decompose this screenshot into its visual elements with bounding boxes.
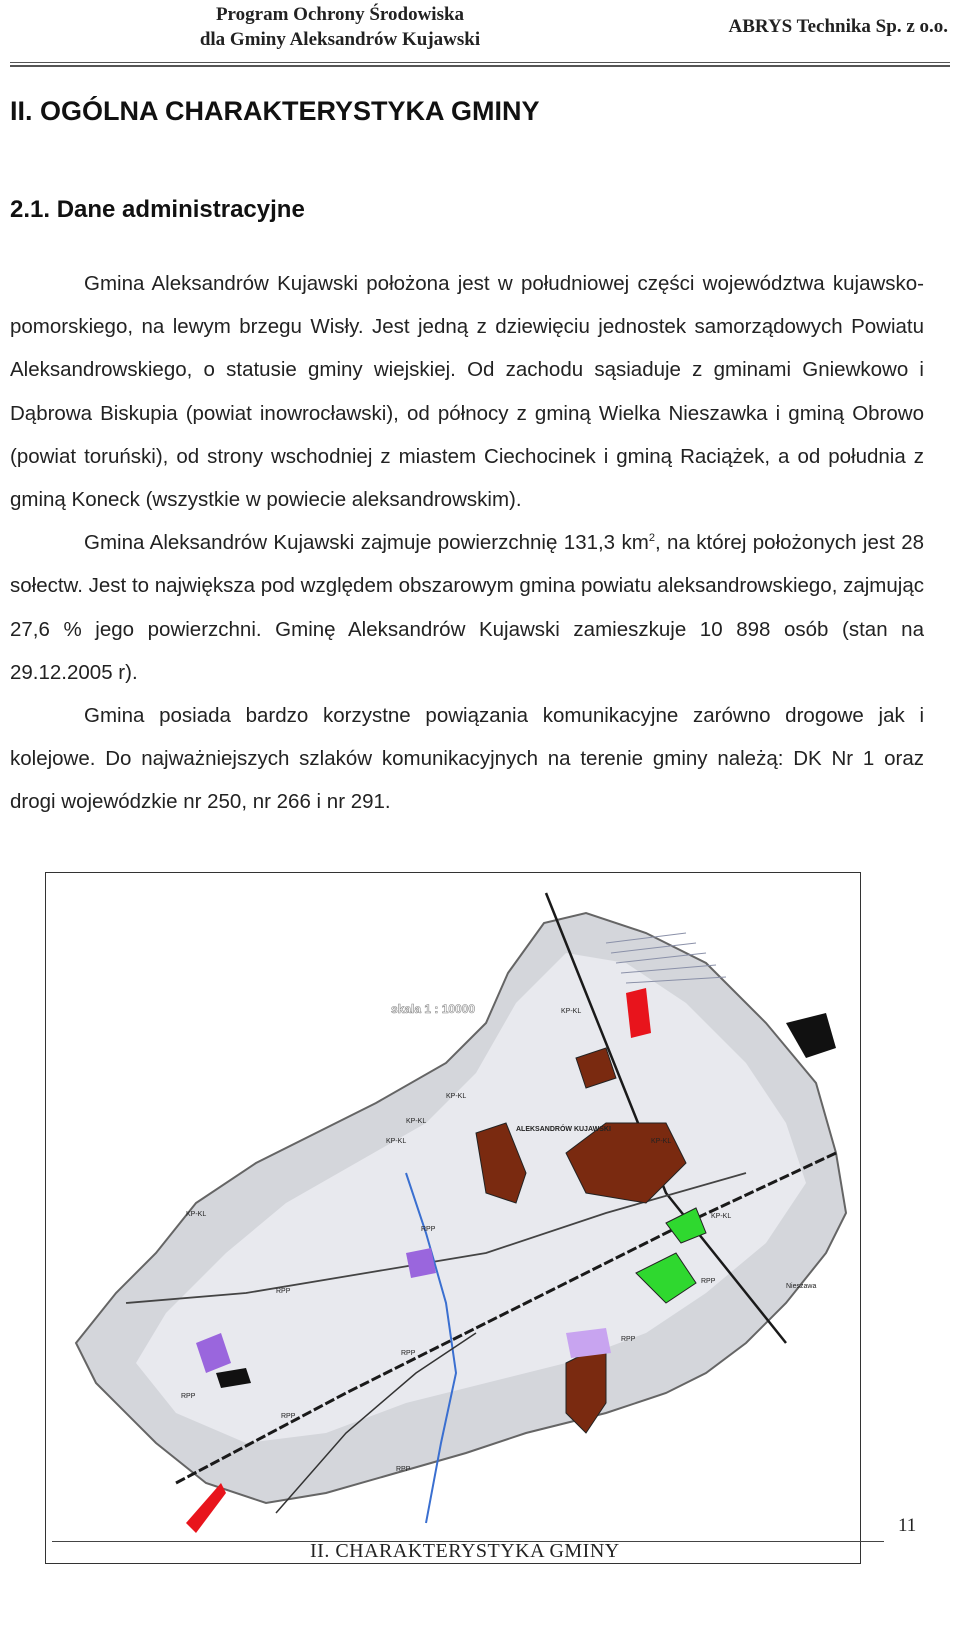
map-label: KP-KL xyxy=(651,1138,672,1145)
map-label: RPP xyxy=(421,1226,436,1233)
section-title: 2.1. Dane administracyjne xyxy=(10,196,305,223)
superscript-2: 2 xyxy=(648,532,655,545)
page-number: 11 xyxy=(898,1515,917,1536)
area-red-2 xyxy=(186,1483,226,1533)
map-label: RPP xyxy=(281,1413,296,1420)
map-label: KP-KL xyxy=(561,1008,582,1015)
footer-text: II. CHARAKTERYSTYKA GMINY xyxy=(310,1540,620,1562)
paragraph-2-part-a: Gmina Aleksandrów Kujawski zajmuje powierzchnię 131,3 km xyxy=(84,531,649,555)
map-town-label: ALEKSANDRÓW KUJAWSKI xyxy=(516,1126,611,1133)
header-program-title xyxy=(150,2,530,52)
area-violet-2 xyxy=(406,1248,436,1278)
map-label: RPP xyxy=(401,1350,416,1357)
map-label: KP-KL xyxy=(406,1118,427,1125)
area-violet-3 xyxy=(566,1328,611,1358)
map-label: RPP xyxy=(181,1393,196,1400)
header-line-1: Program Ochrony Środowiska xyxy=(215,4,465,25)
paragraph-2 xyxy=(10,521,924,694)
map-label: RPP xyxy=(276,1288,291,1295)
paragraph-2-part-b: , na której położonych jest 28 sołectw. Jest to największa pod względem obszarowym gmina powiatu aleksandrowskiego, zajmując 27,6 % jego powierzchni. Gminę Aleksandrów Kujawski zamieszkuje 10 898 osób (stan na 29.12.2005 r). xyxy=(10,531,924,684)
map-label: RPP xyxy=(621,1336,636,1343)
map-label: KP-KL xyxy=(711,1213,732,1220)
paragraph-3: Gmina posiada bardzo korzystne powiązania komunikacyjne zarówno drogowe jak i kolejowe. Do najważniejszych szlaków komunikacyjnych na terenie gminy należą: DK Nr 1 oraz drogi wojewódzkie nr 250, nr 266 i nr 291. xyxy=(10,704,924,814)
map-label: RPP xyxy=(701,1278,716,1285)
header-rule xyxy=(10,62,950,63)
header-line-2: dla Gminy Aleksandrów Kujawski xyxy=(199,29,481,50)
paragraph-1: Gmina Aleksandrów Kujawski położona jest w południowej części województwa kujawsko-pomorskiego, na lewym brzegu Wisły. Jest jedną z dziewięciu jednostek samorządowych Powiatu Aleksandrowskiego, o statusie gminy wiejskiej. Od zachodu sąsiaduje z gminami Gniewkowo i Dąbrowa Biskupia (powiat inowrocławski), od północy z gminą Wielka Nieszawka i gminą Obrowo (powiat toruński), od strony wschodniej z miastem Ciechocinek i gminą Raciążek, a od południa z gminą Koneck (wszystkie w powiecie aleksandrowskim). xyxy=(10,272,924,512)
map-label: Nieszawa xyxy=(786,1283,817,1290)
header-company: ABRYS Technika Sp. z o.o. xyxy=(728,16,948,37)
chapter-title: II. OGÓLNA CHARAKTERYSTYKA GMINY xyxy=(10,96,540,126)
map-label: RPP xyxy=(396,1466,411,1473)
map-scale-label: skala 1 : 10000 xyxy=(391,1002,476,1016)
map-label: KP-KL xyxy=(186,1211,207,1218)
map-label: KP-KL xyxy=(446,1093,467,1100)
header-rule-thick xyxy=(10,65,950,67)
area-black-1 xyxy=(786,1013,836,1058)
map-drawing xyxy=(46,873,860,1563)
map-label: KP-KL xyxy=(386,1138,407,1145)
body-text xyxy=(10,262,924,824)
municipality-map xyxy=(45,872,861,1564)
